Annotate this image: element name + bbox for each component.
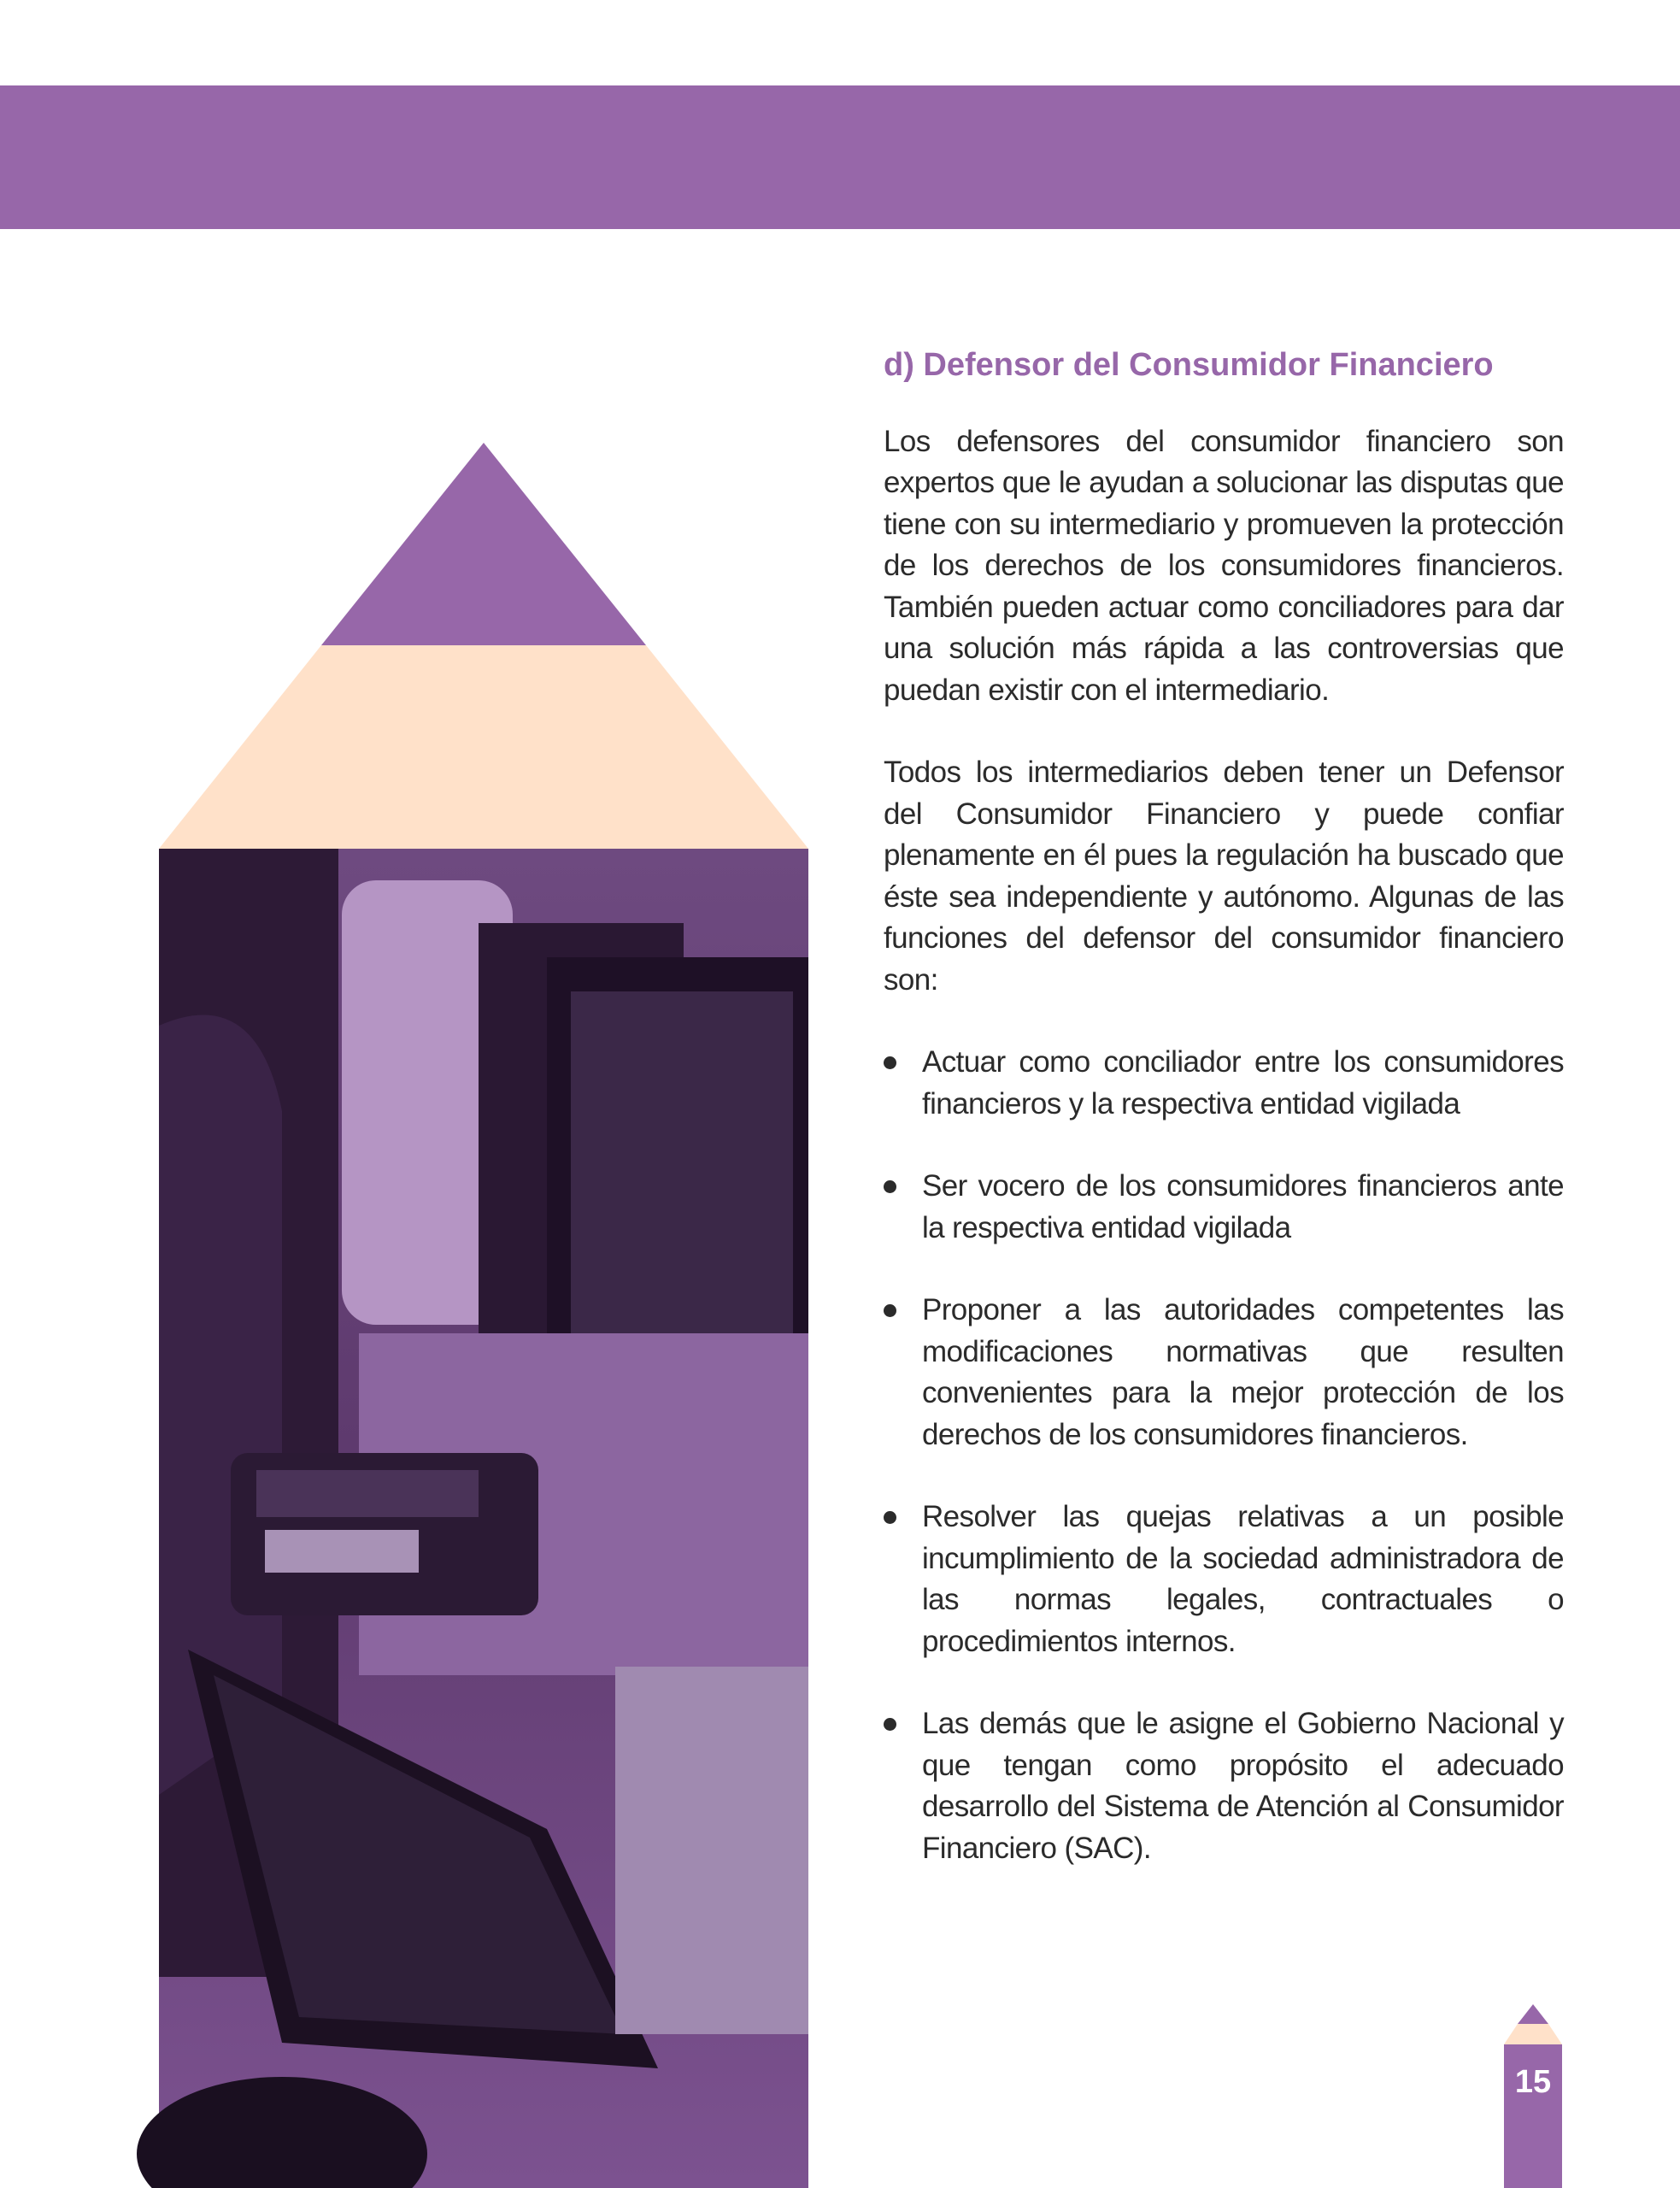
list-item-text: Las demás que le asigne el Gobierno Nacional y que tengan como propósito el adecuado desarrollo del Sistema de Atención al Consumidor Financiero (SAC).	[922, 1707, 1564, 1865]
list-item-text: Ser vocero de los consumidores financieros ante la respectiva entidad vigilada	[922, 1169, 1564, 1244]
main-content	[884, 346, 1564, 1910]
page-tab-peach	[1504, 2024, 1562, 2044]
bullet-icon	[884, 1180, 896, 1193]
list-item-text: Resolver las quejas relativas a un posible incumplimiento de la sociedad administradora de las normas legales, contractuales o procedimientos internos.	[922, 1500, 1564, 1658]
list-item	[884, 1703, 1564, 1869]
list-item-text: Actuar como conciliador entre los consumidores financieros y la respectiva entidad vigilada	[922, 1045, 1564, 1120]
functions-list	[884, 1042, 1564, 1869]
list-item	[884, 1166, 1564, 1249]
bullet-icon	[884, 1056, 896, 1069]
bullet-icon	[884, 1511, 896, 1524]
list-item	[884, 1290, 1564, 1456]
pencil-purple-tip	[321, 443, 646, 645]
paragraph-2: Todos los intermediarios deben tener un Defensor del Consumidor Financiero y puede confiar plenamente en él pues la regulación ha buscado que éste sea independiente y autónomo. Algunas de las funciones del defensor del consumidor financiero son:	[884, 756, 1564, 997]
page-tab-tip	[1518, 2004, 1548, 2024]
list-item-text: Proponer a las autoridades competentes las modificaciones normativas que resulten convenientes para la mejor protección de los derechos de los consumidores financieros.	[922, 1293, 1564, 1451]
page-number: 15	[1514, 2064, 1552, 2100]
office-photo	[137, 849, 808, 2188]
paragraph-1: Los defensores del consumidor financiero son expertos que le ayudan a solucionar las disputas que tiene con su intermediario y promueven la protección de los derechos de los consumidores financieros. También pueden actuar como conciliadores para dar una solución más rápida a las controversias que puedan existir con el intermediario.	[884, 424, 1564, 707]
bullet-icon	[884, 1304, 896, 1317]
list-item	[884, 1042, 1564, 1125]
bullet-icon	[884, 1718, 896, 1731]
pencil-peach-band	[159, 645, 808, 849]
list-item	[884, 1497, 1564, 1662]
section-heading: d) Defensor del Consumidor Financiero	[884, 347, 1494, 383]
